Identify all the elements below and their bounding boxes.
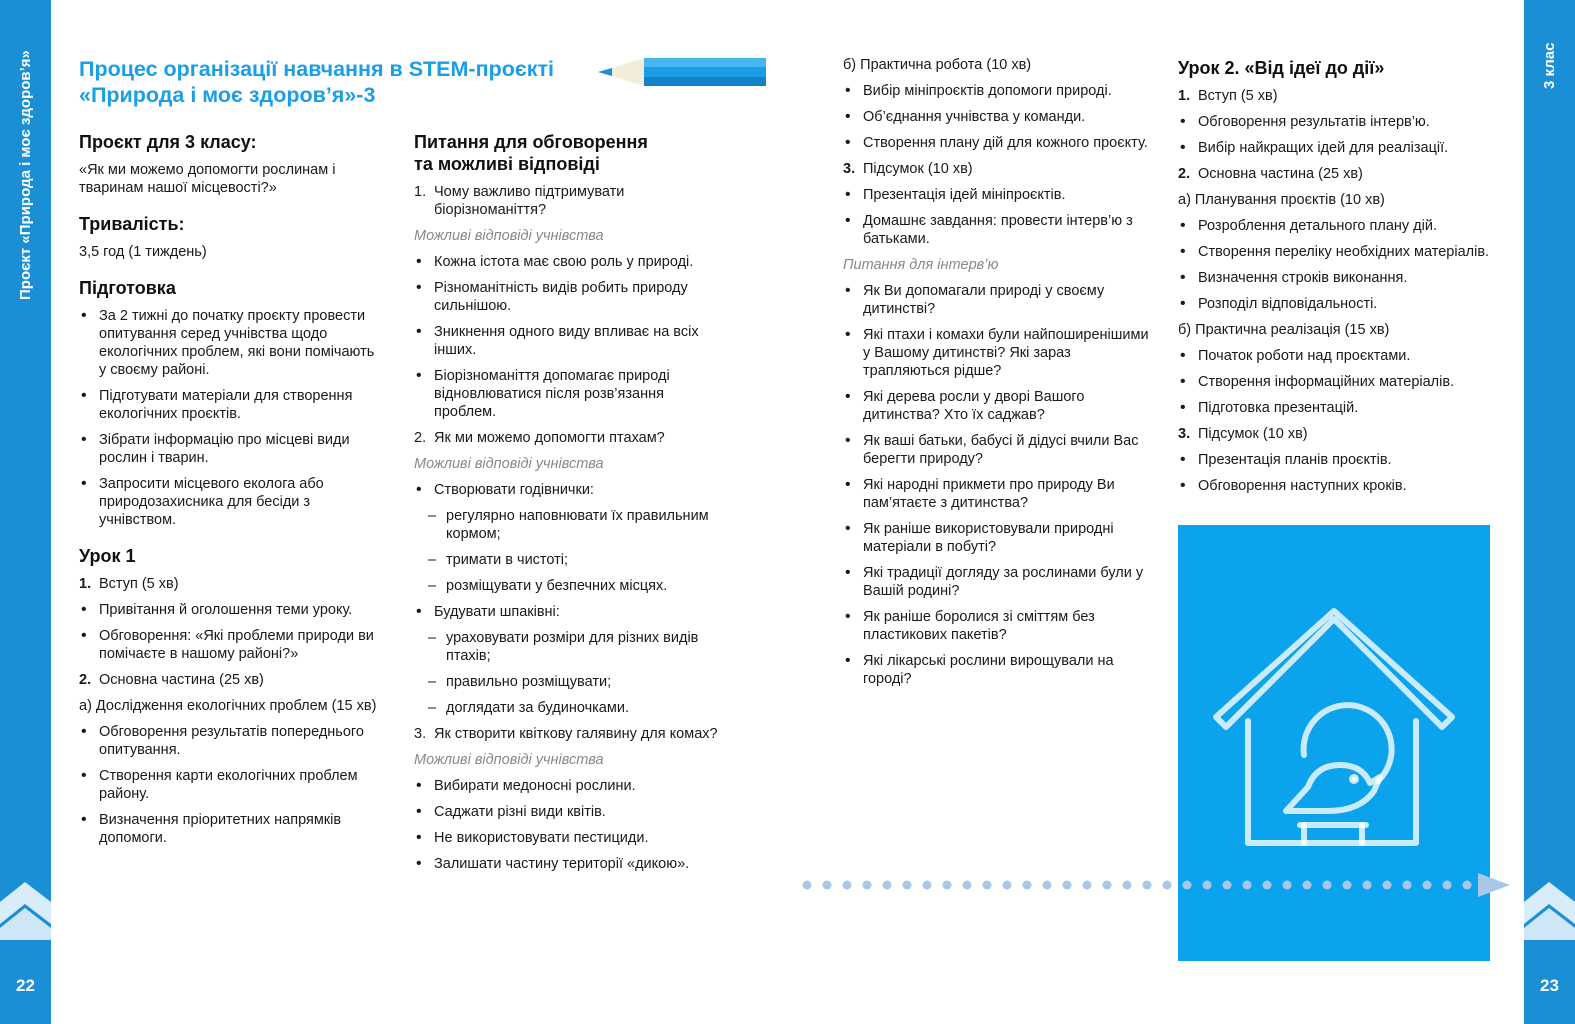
sub-item: – доглядати за будиночками.	[414, 699, 729, 717]
list-item: • Кожна істота має свою роль у природі.	[414, 253, 729, 271]
list-item: • Які лікарські рослини вирощували на городі?	[843, 652, 1153, 688]
pencil-icon	[596, 54, 766, 90]
numbered-item	[79, 575, 384, 593]
list-item: • Вибір мініпроєктів допомоги природі.	[843, 82, 1153, 100]
list-item: • Як раніше використовували природні матеріали в побуті?	[843, 520, 1153, 556]
list-item: • Обговорення результатів інтерв’ю.	[1178, 113, 1493, 131]
chevron-up-icon	[1524, 880, 1575, 940]
list-item: • Розроблення детального плану дій.	[1178, 217, 1493, 235]
column-3	[843, 56, 1153, 688]
list-item: • Різноманітність видів робить природу сильнішою.	[414, 279, 729, 315]
item-number: 1.	[1178, 88, 1191, 104]
list-item: • Визначення пріоритетних напрямків допомоги.	[79, 811, 384, 847]
left-sidebar-text: Проєкт «Природа і моє здоров’я»	[17, 50, 34, 300]
column-4	[1178, 57, 1493, 495]
list-item: • Презентація ідей мініпроєктів.	[843, 186, 1153, 204]
title-line-1: Процес організації навчання в STEM-проєкті	[79, 57, 554, 81]
subsection-b: б) Практична реалізація (15 хв)	[1178, 322, 1390, 338]
page-number-left: 22	[16, 976, 35, 995]
practical-heading: б) Практична робота (10 хв)	[843, 57, 1032, 73]
duration-heading: Тривалість:	[79, 214, 185, 234]
questions-heading-line-2: та можливі відповіді	[414, 154, 600, 174]
list-item: • За 2 тижні до початку проєкту провести опитування серед учнівства щодо екологічних проблем, які вони помічають у своєму районі.	[79, 307, 384, 379]
list-item: • Обговорення результатів попереднього опитування.	[79, 723, 384, 759]
question-number: 2.	[414, 430, 427, 446]
list-item: • Біорізноманіття допомагає природі відновлюватися після розв’язання проблем.	[414, 367, 729, 421]
question-item	[414, 183, 729, 219]
subsection-a: а) Планування проєктів (10 хв)	[1178, 192, 1385, 208]
item-text: Підсумок (10 хв)	[863, 161, 973, 177]
sub-item: – правильно розміщувати;	[414, 673, 729, 691]
list-item: • Вибирати медоносні рослини.	[414, 777, 729, 795]
numbered-item	[1178, 87, 1493, 105]
right-sidebar	[1524, 0, 1575, 1024]
list-item: • Домашнє завдання: провести інтерв’ю з батьками.	[843, 212, 1153, 248]
prep-heading: Підготовка	[79, 278, 176, 298]
item-text: Вступ (5 хв)	[1198, 88, 1278, 104]
item-number: 2.	[79, 672, 92, 688]
project-question: «Як ми можемо допомогти рослинам і тваринам нашої місцевості?»	[79, 162, 336, 196]
numbered-item	[843, 160, 1153, 178]
question-number: 3.	[414, 726, 427, 742]
numbered-item	[79, 671, 384, 689]
numbered-item	[1178, 165, 1493, 183]
question-text: Як ми можемо допомогти птахам?	[434, 430, 665, 446]
list-item: • Які традиції догляду за рослинами були у Вашій родині?	[843, 564, 1153, 600]
item-text: Основна частина (25 хв)	[99, 672, 264, 688]
item-number: 1.	[79, 576, 92, 592]
lesson1-heading: Урок 1	[79, 546, 136, 566]
list-item: • Створення інформаційних матеріалів.	[1178, 373, 1493, 391]
list-item: • Створення плану дій для кожного проєкту.	[843, 134, 1153, 152]
list-item: • Презентація планів проєктів.	[1178, 451, 1493, 469]
list-item: • Підготовка презентацій.	[1178, 399, 1493, 417]
sub-item: – регулярно наповнювати їх правильним кормом;	[414, 507, 729, 543]
interview-label: Питання для інтерв’ю	[843, 257, 999, 273]
list-item: • Створення карти екологічних проблем району.	[79, 767, 384, 803]
item-text: Вступ (5 хв)	[99, 576, 179, 592]
page-number-right: 23	[1540, 976, 1559, 995]
list-item: • Будувати шпаківні:	[414, 603, 729, 621]
list-item: • Об’єднання учнівства у команди.	[843, 108, 1153, 126]
list-item: • Залишати частину території «дикою».	[414, 855, 729, 873]
dotted-arrow	[800, 870, 1512, 900]
list-item: • Які птахи і комахи були найпоширенішими у Вашому дитинстві? Які зараз трапляються рідше?	[843, 326, 1153, 380]
list-item: • Визначення строків виконання.	[1178, 269, 1493, 287]
question-item	[414, 429, 729, 447]
list-item: • Створення переліку необхідних матеріалів.	[1178, 243, 1493, 261]
list-item: • Вибір найкращих ідей для реалізації.	[1178, 139, 1493, 157]
list-item: • Привітання й оголошення теми уроку.	[79, 601, 384, 619]
item-number: 2.	[1178, 166, 1191, 182]
page-title	[79, 56, 554, 108]
list-item: • Розподіл відповідальності.	[1178, 295, 1493, 313]
sub-item: – тримати в чистоті;	[414, 551, 729, 569]
numbered-item	[1178, 425, 1493, 443]
item-number: 3.	[843, 161, 856, 177]
subsection-a: а) Дослідження екологічних проблем (15 хв)	[79, 698, 377, 714]
column-2	[414, 131, 729, 873]
list-item: • Як ваші батьки, бабусі й дідусі вчили Вас берегти природу?	[843, 432, 1153, 468]
questions-heading-line-1: Питання для обговорення	[414, 132, 648, 152]
list-item: • Які дерева росли у дворі Вашого дитинства? Хто їх саджав?	[843, 388, 1153, 424]
item-number: 3.	[1178, 426, 1191, 442]
list-item: • Саджати різні види квітів.	[414, 803, 729, 821]
duration-value: 3,5 год (1 тиждень)	[79, 244, 207, 260]
answers-label: Можливі відповіді учнівства	[414, 456, 604, 472]
item-text: Основна частина (25 хв)	[1198, 166, 1363, 182]
questions-heading	[414, 131, 729, 175]
sub-item: – розміщувати у безпечних місцях.	[414, 577, 729, 595]
question-item	[414, 725, 729, 743]
answers-label: Можливі відповіді учнівства	[414, 752, 604, 768]
question-text: Чому важливо підтримувати біорізноманіття?	[434, 184, 625, 218]
list-item: • Не використовувати пестициди.	[414, 829, 729, 847]
list-item: • Запросити місцевого еколога або природозахисника для бесіди з учнівством.	[79, 475, 384, 529]
right-sidebar-text: 3 клас	[1541, 42, 1558, 90]
list-item: • Які народні прикмети про природу Ви пам’ятаєте з дитинства?	[843, 476, 1153, 512]
project-heading: Проєкт для 3 класу:	[79, 132, 257, 152]
list-item: • Початок роботи над проєктами.	[1178, 347, 1493, 365]
item-text: Підсумок (10 хв)	[1198, 426, 1308, 442]
list-item: • Зникнення одного виду впливає на всіх інших.	[414, 323, 729, 359]
list-item: • Обговорення: «Які проблеми природи ви помічаєте в нашому районі?»	[79, 627, 384, 663]
sub-item: – ураховувати розміри для різних видів птахів;	[414, 629, 729, 665]
list-item: • Як Ви допомагали природі у своєму дитинстві?	[843, 282, 1153, 318]
list-item: • Як раніше боролися зі сміттям без пластикових пакетів?	[843, 608, 1153, 644]
question-text: Як створити квіткову галявину для комах?	[434, 726, 718, 742]
list-item: • Підготувати матеріали для створення екологічних проєктів.	[79, 387, 384, 423]
title-line-2: «Природа і моє здоров’я»-3	[79, 83, 376, 107]
lesson2-heading: Урок 2. «Від ідеї до дії»	[1178, 58, 1385, 78]
list-item: • Створювати годівнички:	[414, 481, 729, 499]
chevron-up-icon	[0, 880, 51, 940]
question-number: 1.	[414, 184, 427, 200]
list-item: • Зібрати інформацію про місцеві види рослин і тварин.	[79, 431, 384, 467]
left-sidebar	[0, 0, 51, 1024]
list-item: • Обговорення наступних кроків.	[1178, 477, 1493, 495]
answers-label: Можливі відповіді учнівства	[414, 228, 604, 244]
column-1	[79, 131, 384, 847]
